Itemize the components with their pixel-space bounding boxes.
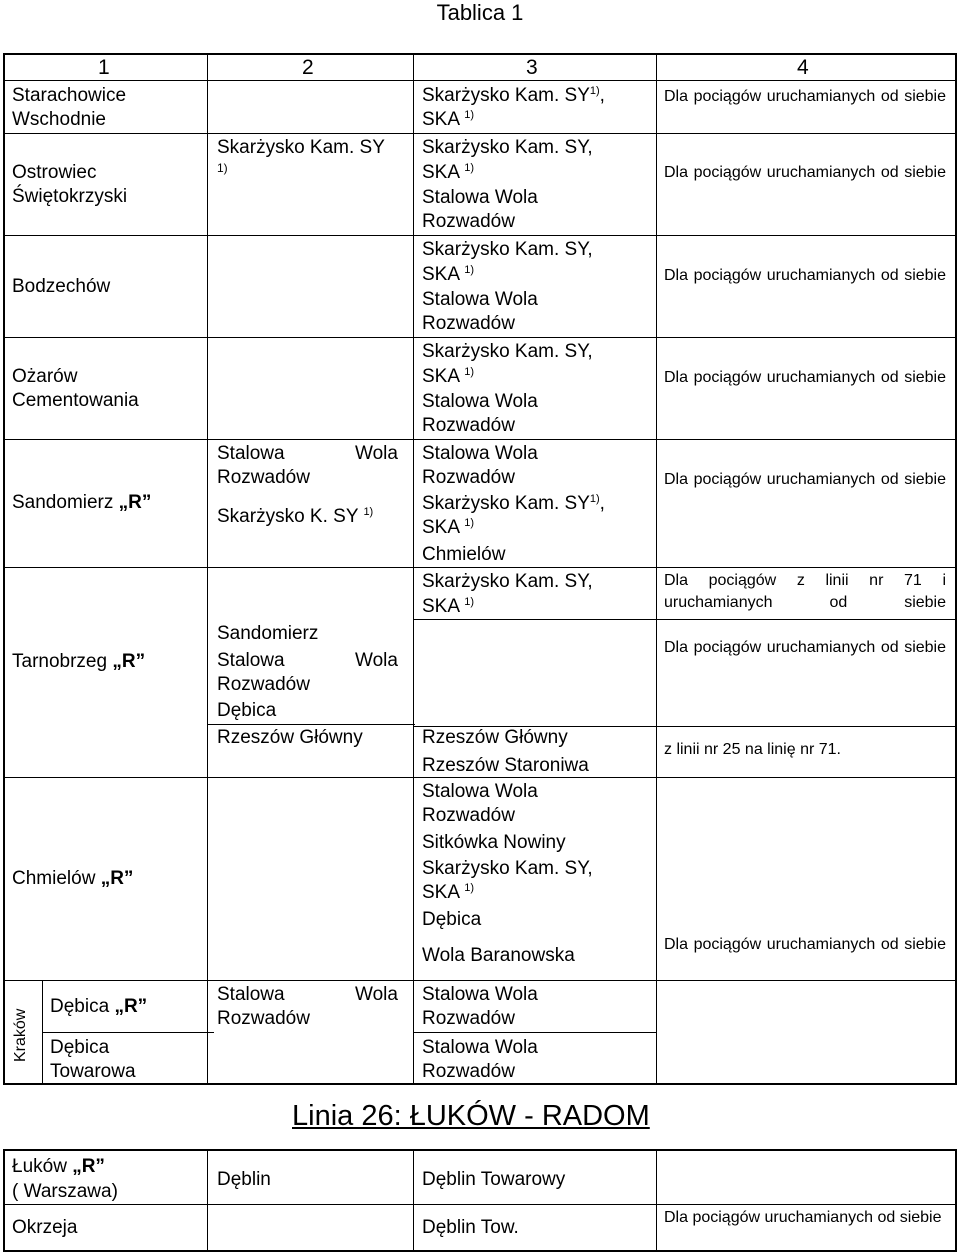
route-cell: Rozwadów	[422, 1061, 515, 1082]
route-cell: Rozwadów	[422, 211, 515, 232]
note-text: Dla pociągów uruchamianych od siebie	[664, 267, 946, 284]
route-cell: Stalowa	[217, 984, 285, 1005]
route-cell: SKA $^{1)}$	[422, 366, 475, 387]
route-cell: Rozwadów	[217, 674, 310, 695]
route-cell: Stalowa Wola	[422, 984, 538, 1005]
route-cell: Dęblin Tow.	[422, 1217, 519, 1238]
route-cell: SKA $^{1)}$	[422, 596, 475, 617]
route-cell: Wola	[355, 650, 398, 671]
route-cell: SKA $^{1)}$	[422, 517, 475, 538]
note-text: Dla pociągów uruchamianych od siebie	[664, 471, 946, 488]
route-cell: SKA $^{1)}$	[422, 882, 475, 903]
note-text: Dla pociągów uruchamianych od siebie	[664, 936, 946, 953]
station-name: Starachowice	[12, 85, 127, 106]
route-cell: Rzeszów Główny	[217, 727, 363, 748]
route-cell: Rzeszów Staroniwa	[422, 755, 589, 776]
station-name: ( Warszawa)	[12, 1181, 118, 1202]
route-cell: Skarżysko Kam. SY$^{1)}$,	[422, 493, 605, 514]
station-name: Ożarów	[12, 366, 78, 387]
route-cell: Rzeszów Główny	[422, 727, 568, 748]
route-cell: Skarżysko Kam. SY	[217, 137, 385, 158]
route-cell: Dębica	[422, 909, 482, 930]
note-text: Dla pociągów uruchamianych od siebie	[664, 164, 946, 181]
route-cell: Rozwadów	[422, 805, 515, 826]
station-name: Bodzechów	[12, 276, 111, 297]
station-name: Świętokrzyski	[12, 186, 128, 207]
note-text: Dla pociągów uruchamianych od siebie	[664, 369, 946, 386]
station-name: Tarnobrzeg „R”	[12, 651, 146, 672]
route-cell: SKA $^{1)}$	[422, 109, 475, 130]
route-cell: Rozwadów	[422, 467, 515, 488]
route-cell: Dęblin Towarowy	[422, 1169, 566, 1190]
route-cell: Sitkówka Nowiny	[422, 832, 566, 853]
route-cell: SKA $^{1)}$	[422, 264, 475, 285]
station-name: Sandomierz „R”	[12, 492, 152, 513]
station-name: Ostrowiec	[12, 162, 97, 183]
station-name: Łuków „R”	[12, 1156, 105, 1177]
route-cell: Skarżysko Kam. SY,	[422, 858, 593, 879]
col-4-header: 4	[797, 56, 809, 79]
station-name: Cementowania	[12, 390, 139, 411]
route-cell: Skarżysko Kam. SY,	[422, 239, 593, 260]
route-cell: Stalowa Wola	[422, 443, 538, 464]
section-label-krakow: Kraków	[12, 1008, 29, 1062]
route-cell: Skarżysko Kam. SY,	[422, 137, 593, 158]
route-cell: Rozwadów	[217, 1008, 310, 1029]
col-1-header: 1	[98, 56, 110, 79]
station-name: Dębica	[50, 1037, 110, 1058]
note-text: Dla pociągów uruchamianych od siebie	[664, 639, 946, 656]
footnote-mark: 1)	[217, 161, 228, 175]
station-name: Wschodnie	[12, 109, 106, 130]
route-cell: Chmielów	[422, 544, 506, 565]
route-cell: SKA $^{1)}$	[422, 162, 475, 183]
route-cell: Rozwadów	[422, 313, 515, 334]
route-cell: Skarżysko K. SY $^{1)}$	[217, 506, 374, 527]
route-cell: Stalowa Wola	[422, 1037, 538, 1058]
page-title: Tablica 1	[436, 0, 524, 25]
section-heading: Linia 26: ŁUKÓW - RADOM	[292, 1100, 650, 1132]
route-cell: Stalowa Wola	[422, 187, 538, 208]
route-cell: Rozwadów	[422, 415, 515, 436]
route-cell: Skarżysko Kam. SY,	[422, 341, 593, 362]
route-cell: Stalowa Wola	[422, 391, 538, 412]
route-cell: Stalowa	[217, 650, 285, 671]
route-cell: Dęblin	[217, 1169, 271, 1190]
route-cell: Stalowa	[217, 443, 285, 464]
col-3-header: 3	[526, 56, 538, 79]
station-name: Chmielów „R”	[12, 868, 134, 889]
route-cell: Stalowa Wola	[422, 289, 538, 310]
route-cell: Wola Baranowska	[422, 945, 575, 966]
note-text: Dla pociągów uruchamianych od siebie	[664, 1209, 942, 1226]
route-cell: Rozwadów	[422, 1008, 515, 1029]
route-cell: Dębica	[217, 700, 277, 721]
route-cell: Wola	[355, 984, 398, 1005]
route-cell: Skarżysko Kam. SY,	[422, 571, 593, 592]
note-text: z linii nr 25 na linię nr 71.	[664, 741, 841, 758]
route-cell: Rozwadów	[217, 467, 310, 488]
station-name: Towarowa	[50, 1061, 136, 1082]
route-cell: Sandomierz	[217, 623, 319, 644]
station-name: Okrzeja	[12, 1217, 78, 1238]
route-cell: Stalowa Wola	[422, 781, 538, 802]
note-text: Dla pociągów uruchamianych od siebie	[664, 88, 946, 105]
route-cell: Wola	[355, 443, 398, 464]
route-cell: Skarżysko Kam. SY$^{1)}$,	[422, 85, 605, 106]
col-2-header: 2	[302, 56, 314, 79]
station-name: Dębica „R”	[50, 996, 148, 1017]
note-text: Dla pociągów z linii nr 71 i uruchamianych od siebie	[664, 572, 946, 611]
